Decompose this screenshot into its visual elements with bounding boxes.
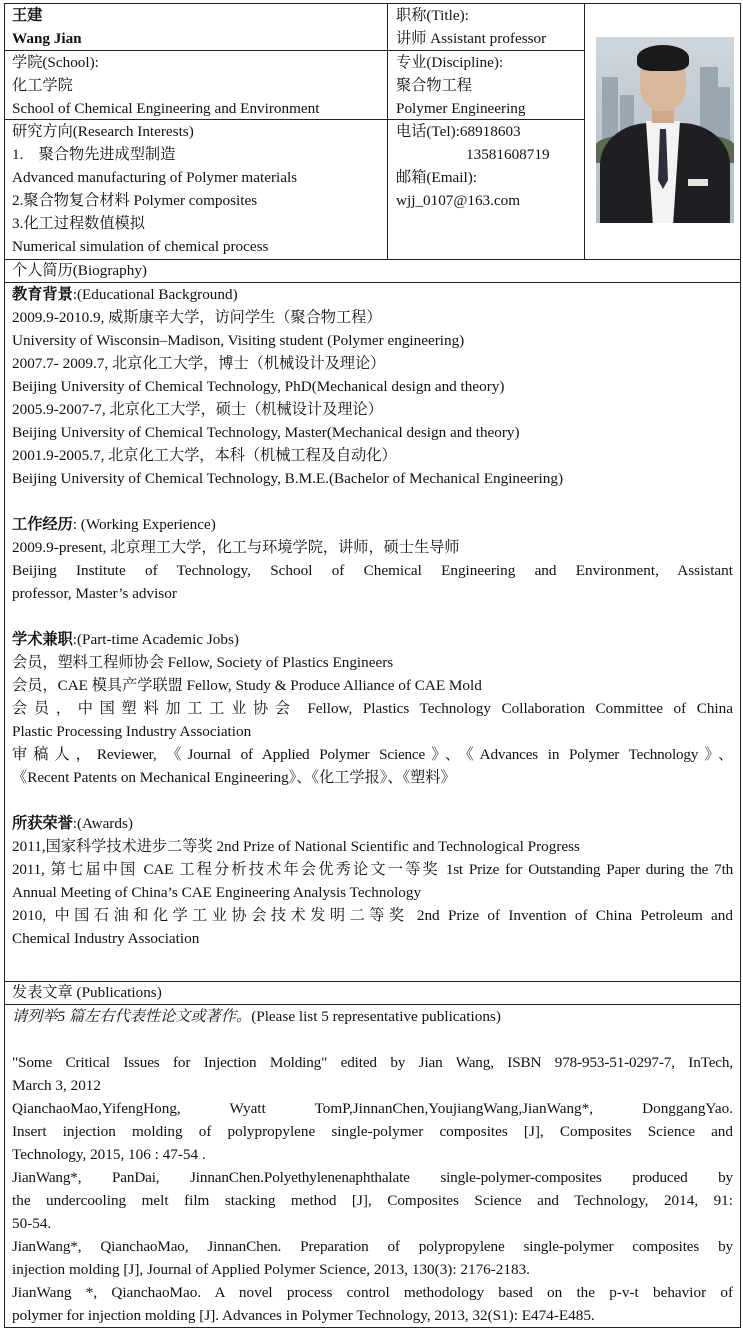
school-cn: 化工学院: [12, 77, 73, 94]
academic-line: 审稿人，Reviewer, 《Journal of Applied Polymer Science》、《Advances in Polymer Technology》、: [12, 746, 733, 763]
work-line: professor, Master’s advisor: [12, 585, 177, 602]
biography-label: 个人简历(Biography): [12, 262, 147, 279]
discipline-cn: 聚合物工程: [396, 77, 472, 94]
education-line: 2005.9-2007-7, 北京化工大学，硕士（机械设计及理论）: [12, 401, 383, 418]
publication-line: Technology, 2015, 106 : 47-54 .: [12, 1146, 206, 1163]
name-cell: [12, 4, 82, 50]
education-line: 2009.9-2010.9, 威斯康辛大学，访问学生（聚合物工程）: [12, 309, 382, 326]
publication-line: JianWang *, QianchaoMao. A novel process control methodology based on the p-v-t behavior of: [12, 1284, 733, 1301]
publication-line: JianWang*, QianchaoMao, JinnanChen. Preparation of polypropylene single-polymer composites by: [12, 1238, 733, 1255]
academic-line: Plastic Processing Industry Association: [12, 723, 252, 740]
col-divider-2: [584, 3, 585, 259]
publication-line: 50-54.: [12, 1215, 52, 1232]
title-cell: [396, 4, 546, 50]
name-cn: 王建: [12, 7, 43, 24]
name-en: Wang Jian: [12, 30, 82, 47]
awards-line: 2010, 中国石油和化学工业协会技术发明二等奖 2nd Prize of Invention of China Petroleum and: [12, 907, 733, 924]
school-en: School of Chemical Engineering and Environment: [12, 100, 320, 117]
publication-line: the undercooling melt film stacking method [J], Composites Science and Technology, 2014, 91:: [12, 1192, 733, 1209]
publication-line: QianchaoMao,YifengHong, Wyatt TomP,JinnanChen,YoujiangWang,JianWang*, DonggangYao.: [12, 1100, 733, 1117]
publication-line: polymer for injection molding [J]. Advances in Polymer Technology, 2013, 32(S1): E474-E485.: [12, 1307, 595, 1324]
awards-line: 2011,国家科学技术进步二等奖 2nd Prize of National Scientific and Technological Progress: [12, 838, 580, 855]
work-line: 2009.9-present, 北京理工大学，化工与环境学院，讲师，硕士生导师: [12, 539, 460, 556]
research-line: 1. 聚合物先进成型制造: [12, 146, 176, 163]
work-heading: 工作经历: (Working Experience): [12, 516, 216, 533]
portrait-photo: [596, 37, 734, 223]
title-label: 职称(Title):: [396, 7, 469, 24]
col-divider-1: [387, 3, 388, 259]
education-line: 2001.9-2005.7, 北京化工大学，本科（机械工程及自动化）: [12, 447, 397, 464]
publications-label-cell: [12, 981, 162, 1004]
publication-line: injection molding [J], Journal of Applied Polymer Science, 2013, 130(3): 2176-2183.: [12, 1261, 530, 1278]
research-line: 2.聚合物复合材料 Polymer composites: [12, 192, 258, 209]
publication-line: March 3, 2012: [12, 1077, 101, 1094]
email-value: wjj_0107@163.com: [396, 192, 521, 209]
education-line: 2007.7- 2009.7, 北京化工大学，博士（机械设计及理论）: [12, 355, 386, 372]
publication-line: Insert injection molding of polypropylene single-polymer composites [J], Composites Science and: [12, 1123, 733, 1140]
research-cell: [12, 120, 297, 258]
tel-2: 13581608719: [466, 146, 550, 163]
publication-line: "Some Critical Issues for Injection Molding" edited by Jian Wang, ISBN 978-953-51-0297-7, InTech,: [12, 1054, 733, 1071]
discipline-en: Polymer Engineering: [396, 100, 526, 117]
work-line: Beijing Institute of Technology, School of Chemical Engineering and Environment, Assistant: [12, 562, 733, 579]
table-top-border: [4, 3, 741, 4]
discipline-cell: [396, 51, 526, 120]
email-label: 邮箱(Email):: [396, 169, 477, 186]
academic-line: 会员，CAE 模具产学联盟 Fellow, Study & Produce Alliance of CAE Mold: [12, 677, 482, 694]
academic-heading: 学术兼职:(Part-time Academic Jobs): [12, 631, 239, 648]
research-line: Numerical simulation of chemical process: [12, 238, 269, 255]
education-line: Beijing University of Chemical Technology, B.M.E.(Bachelor of Mechanical Engineering): [12, 470, 564, 487]
title-value: 讲师 Assistant professor: [396, 30, 547, 47]
publications-body: [12, 1005, 733, 1327]
school-label: 学院(School):: [12, 54, 99, 71]
table-right-border: [740, 3, 741, 1327]
publications-label: 发表文章 (Publications): [12, 984, 162, 1001]
research-line: 3.化工过程数值模拟: [12, 215, 145, 232]
education-line: University of Wisconsin–Madison, Visiting student (Polymer engineering): [12, 332, 465, 349]
contact-cell: [396, 120, 550, 212]
research-label: 研究方向(Research Interests): [12, 123, 194, 140]
publication-line: JianWang*, PanDai, JinnanChen.Polyethylenenaphthalate single-polymer-composites produced by: [12, 1169, 733, 1186]
biography-body: [12, 283, 733, 950]
awards-line: Annual Meeting of China’s CAE Engineering Analysis Technology: [12, 884, 422, 901]
awards-heading: 所获荣誉:(Awards): [12, 815, 133, 832]
tel-label: 电话(Tel):68918603: [396, 123, 521, 140]
discipline-label: 专业(Discipline):: [396, 54, 504, 71]
academic-line: 《Recent Patents on Mechanical Engineering》、《化工学报》、《塑料》: [12, 769, 456, 786]
school-cell: [12, 51, 319, 120]
table-left-border: [4, 3, 5, 1327]
awards-line: Chemical Industry Association: [12, 930, 200, 947]
academic-line: 会员，中国塑料加工工业协会 Fellow, Plastics Technology Collaboration Committee of China: [12, 700, 733, 717]
research-line: Advanced manufacturing of Polymer materials: [12, 169, 298, 186]
education-line: Beijing University of Chemical Technology, PhD(Mechanical design and theory): [12, 378, 505, 395]
table-bottom-border: [4, 1327, 741, 1328]
academic-line: 会员，塑料工程师协会 Fellow, Society of Plastics Engineers: [12, 654, 394, 671]
education-heading: 教育背景:(Educational Background): [12, 286, 238, 303]
education-line: Beijing University of Chemical Technology, Master(Mechanical design and theory): [12, 424, 520, 441]
awards-line: 2011, 第七届中国 CAE 工程分析技术年会优秀论文一等奖 1st Prize for Outstanding Paper during the 7th: [12, 861, 733, 878]
publications-instruction: 请列举5 篇左右代表性论文或著作。(Please list 5 representative publications): [12, 1008, 501, 1025]
biography-label-cell: [12, 259, 147, 282]
